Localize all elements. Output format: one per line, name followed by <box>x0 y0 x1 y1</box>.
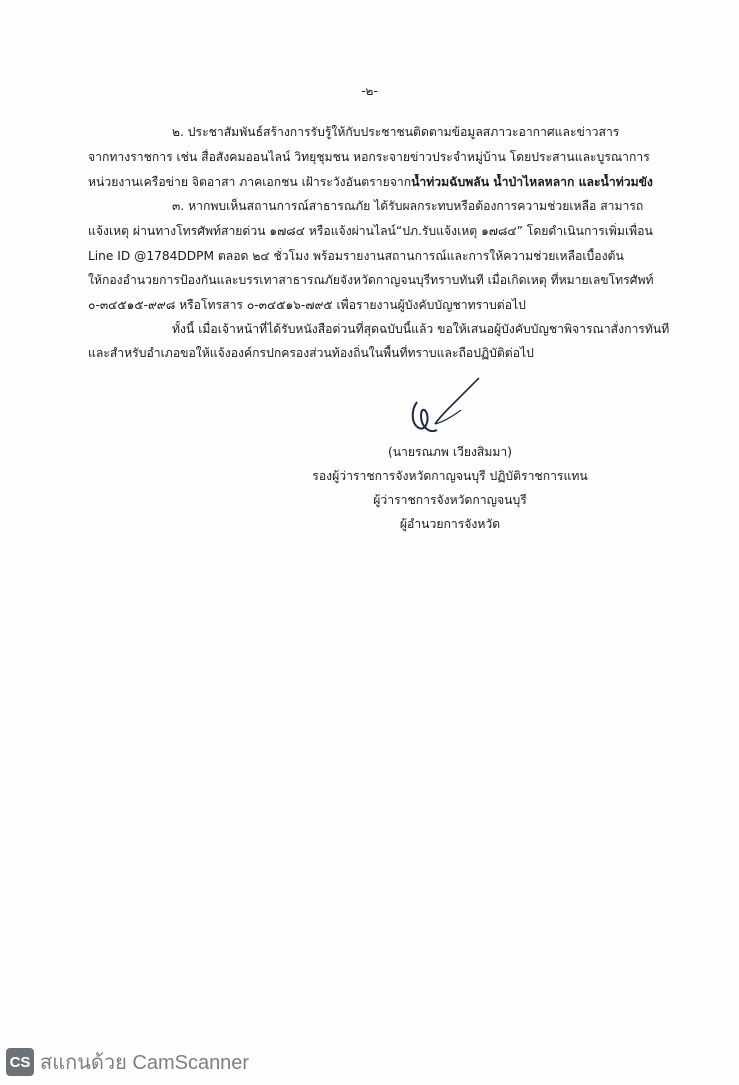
signer-title-1: รองผู้ว่าราชการจังหวัดกาญจนบุรี ปฏิบัติราชการแทน <box>312 469 588 483</box>
paragraph-2-flood-warning: น้ำท่วมฉับพลัน น้ำป่าไหลหลาก และน้ำท่วมขัง <box>411 175 653 189</box>
signer-title-2: ผู้ว่าราชการจังหวัดกาญจนบุรี <box>373 493 527 507</box>
paragraph-3-line-1: ๓. หากพบเห็นสถานการณ์สาธารณภัย ได้รับผลกระทบหรือต้องการความช่วยเหลือ สามารถ <box>172 199 644 213</box>
paragraph-2-line-1: ๒. ประชาสัมพันธ์สร้างการรับรู้ให้กับประชาชนติดตามข้อมูลสภาวะอากาศและข่าวสาร <box>172 125 620 139</box>
page-number: -๒- <box>361 84 378 98</box>
signer-name: (นายรณภพ เวียงสิมมา) <box>387 445 513 459</box>
signer-title-3: ผู้อำนวยการจังหวัด <box>399 517 501 531</box>
closing-line-2: และสำหรับอำเภอขอให้แจ้งองค์กรปกครองส่วนท้องถิ่นในพื้นที่ทราบและถือปฏิบัติต่อไป <box>88 346 534 360</box>
handwritten-signature <box>405 372 495 442</box>
camscanner-logo-icon: CS <box>6 1048 34 1076</box>
paragraph-3-line-5: ๐-๓๔๕๑๕-๙๙๘ หรือโทรสาร ๐-๓๔๕๑๖-๗๙๕ เพื่อรายงานผู้บังคับบัญชาทราบต่อไป <box>88 298 526 312</box>
paragraph-2-line-2: จากทางราชการ เช่น สื่อสังคมออนไลน์ วิทยุชุมชน หอกระจายข่าวประจำหมู่บ้าน โดยประสานและบูรณาการ <box>88 150 650 164</box>
paragraph-3-line-3: Line ID @1784DDPM ตลอด ๒๔ ชั่วโมง พร้อมรายงานสถานการณ์และการให้ความช่วยเหลือเบื้องต้น <box>88 249 624 263</box>
paragraph-2-line-3-text: หน่วยงานเครือข่าย จิตอาสา ภาคเอกชน เฝ้าระวังอันตรายจาก <box>88 175 412 189</box>
camscanner-text: สแกนด้วย CamScanner <box>40 1052 250 1074</box>
paragraph-3-line-4: ให้กองอำนวยการป้องกันและบรรเทาสาธารณภัยจังหวัดกาญจนบุรีทราบทันที เมื่อเกิดเหตุ ที่หมายเลขโทรศัพท์ <box>88 273 654 287</box>
camscanner-watermark <box>6 1046 249 1078</box>
closing-line-1: ทั้งนี้ เมื่อเจ้าหน้าที่ได้รับหนังสือด่วนที่สุดฉบับนี้แล้ว ขอให้เสนอผู้บังคับบัญชาพิจารณาสั่งการทันที <box>172 322 670 336</box>
paragraph-2-line-3 <box>88 174 680 190</box>
paragraph-3-line-2: แจ้งเหตุ ผ่านทางโทรศัพท์สายด่วน ๑๗๘๔ หรือแจ้งผ่านไลน์“ปภ.รับแจ้งเหตุ ๑๗๘๔” โดยดำเนินการเพิ่มเพื่อน <box>88 224 653 238</box>
